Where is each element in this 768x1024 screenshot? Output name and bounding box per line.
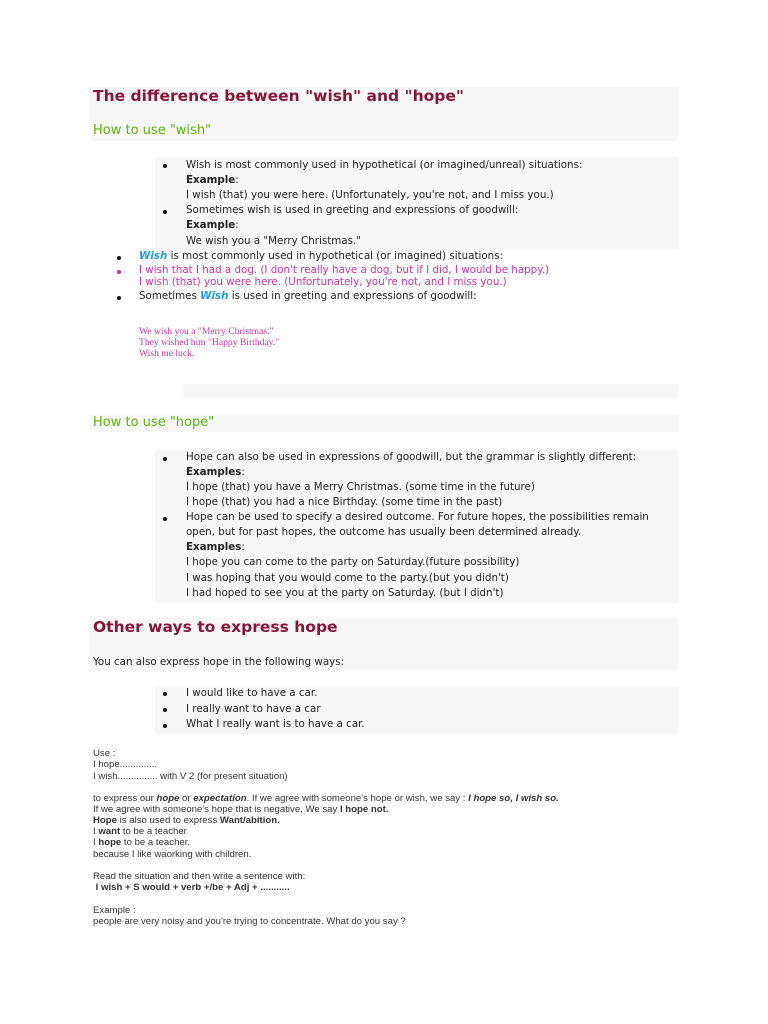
wish-example-2: They wished him "Happy Birthday." <box>139 337 280 348</box>
p1-a: to express our <box>93 793 157 804</box>
second-list-line-3: I wish (that) you were here. (Unfortunately, you're not, and I miss you.) <box>139 276 507 288</box>
hope-item-2-line-1: I hope you can come to the party on Saturday.(future possibility) <box>186 556 520 568</box>
p4-b: want <box>98 826 121 837</box>
p3-b: is also used to express <box>116 815 220 826</box>
wish-example-1: We wish you a "Merry Christmas." <box>139 326 274 337</box>
bullet <box>163 164 167 168</box>
hope-item-2-text-1: Hope can be used to specify a desired outcome. For future hopes, the possibilities remain <box>186 511 649 523</box>
hope-item-2-label <box>186 540 245 555</box>
bullet <box>117 256 121 260</box>
second-list-line-4 <box>139 289 477 303</box>
bullet <box>163 692 167 696</box>
hope-item-1-label <box>186 465 245 480</box>
bullet <box>117 296 121 300</box>
hope-heading: How to use "hope" <box>93 415 215 430</box>
line1-rest: is most commonly used in hypothetical (or imagined) situations: <box>167 250 504 262</box>
p4-a: I <box>93 826 99 837</box>
colon: : <box>235 219 239 231</box>
hope-item-2-line-2: I was hoping that you would come to the party.(but you didn't) <box>186 572 509 584</box>
note-use: Use : <box>93 748 116 759</box>
note-p8: I wish + S would + verb +/be + Adj + ........... <box>93 882 290 893</box>
wish-example-3: Wish me luck. <box>139 348 195 359</box>
wish-item-1-example: I wish (that) you were here. (Unfortunately, you're not, and I miss you.) <box>186 189 554 201</box>
second-list-line-1 <box>139 249 503 263</box>
bullet <box>163 457 167 461</box>
bullet <box>163 708 167 712</box>
hope-item-2-line-3: I had hoped to see you at the party on Saturday. (but I didn't) <box>186 587 504 599</box>
wish-item-2-text: Sometimes wish is used in greeting and expressions of goodwill: <box>186 204 519 216</box>
note-p10: people are very noisy and you're trying to concentrate. What do you say ? <box>93 916 406 927</box>
second-list-line-2: I wish that I had a dog. (I don't really have a dog, but if I did, I would be happy.) <box>139 264 550 276</box>
wish-word: Wish <box>200 290 229 302</box>
note-p9: Example : <box>93 905 136 916</box>
note-p4 <box>93 826 187 837</box>
p3-c: Want/abition. <box>219 815 280 826</box>
p5-a: I <box>93 837 99 848</box>
hope-item-1-text: Hope can also be used in expressions of goodwill, but the grammar is slightly different: <box>186 451 637 463</box>
p5-c: to be a teacher. <box>121 837 191 848</box>
spacer-band <box>183 384 678 398</box>
note-p2 <box>93 804 388 815</box>
wish-word: Wish <box>139 250 168 262</box>
line4-start: Sometimes <box>139 290 201 302</box>
wish-item-2-example-label <box>186 218 239 233</box>
p1-c: I hope so, I wish so. <box>468 793 559 804</box>
colon: : <box>235 174 239 186</box>
p1-exp: expectation <box>193 793 247 804</box>
p5-b: hope <box>98 837 122 848</box>
bullet <box>163 210 167 214</box>
note-hope-line: I hope.............. <box>93 759 157 770</box>
p2-b: I hope not. <box>339 804 389 815</box>
note-p7: Read the situation and then write a sentence with: <box>93 871 306 882</box>
other-item-1: I would like to have a car. <box>186 687 318 699</box>
note-p6: because I like waorking with children. <box>93 849 252 860</box>
example-label: Example <box>186 174 236 186</box>
other-item-3: What I really want is to have a car. <box>186 718 365 730</box>
p1-hope: hope <box>156 793 180 804</box>
other-intro: You can also express hope in the following ways: <box>93 656 345 668</box>
colon: : <box>241 541 245 553</box>
note-p5 <box>93 837 190 848</box>
colon: : <box>241 466 245 478</box>
hope-item-2-text-2: open, but for past hopes, the outcome has usually been determined already. <box>186 526 582 538</box>
p2-a: If we agree with someone's hope that is negative, We say <box>93 804 340 815</box>
p3-a: Hope <box>93 815 117 826</box>
bullet <box>117 270 121 274</box>
wish-item-1-example-label <box>186 173 239 188</box>
note-p3 <box>93 815 280 826</box>
p1-b: . If we agree with someone's hope or wish, we say : <box>246 793 469 804</box>
wish-item-2-example: We wish you a "Merry Christmas." <box>186 235 361 247</box>
page-title: The difference between "wish" and "hope" <box>93 87 464 105</box>
bullet <box>163 724 167 728</box>
example-label: Example <box>186 219 236 231</box>
wish-heading: How to use "wish" <box>93 123 212 138</box>
line4-rest: is used in greeting and expressions of goodwill: <box>228 290 477 302</box>
hope-item-1-line-2: I hope (that) you had a nice Birthday. (some time in the past) <box>186 496 503 508</box>
hope-item-1-line-1: I hope (that) you have a Merry Christmas. (some time in the future) <box>186 481 535 493</box>
other-item-2: I really want to have a car <box>186 703 321 715</box>
wish-item-1-text: Wish is most commonly used in hypothetical (or imagined/unreal) situations: <box>186 159 583 171</box>
note-wish-line: I wish............... with V 2 (for present situation) <box>93 771 288 782</box>
p1-or: or <box>179 793 194 804</box>
p4-c: to be a teacher <box>120 826 187 837</box>
examples-label: Examples <box>186 541 242 553</box>
examples-label: Examples <box>186 466 242 478</box>
bullet <box>163 517 167 521</box>
other-heading: Other ways to express hope <box>93 618 338 636</box>
note-p1 <box>93 793 559 804</box>
